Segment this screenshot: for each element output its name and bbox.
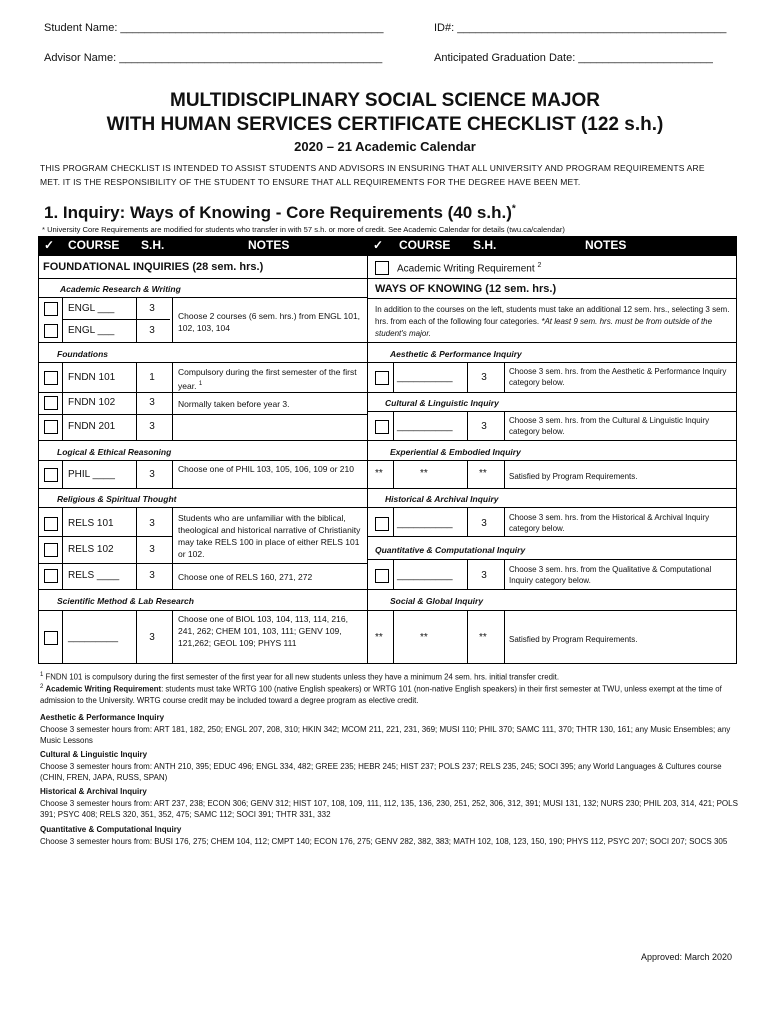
col-course: COURSE xyxy=(399,238,451,252)
foundations-heading: Foundations xyxy=(57,349,108,359)
fndn102-checkbox[interactable] xyxy=(44,396,58,410)
engl1-sh: 3 xyxy=(149,303,155,314)
fndn101-note: Compulsory during the first semester of the first year. $^1$ xyxy=(178,367,357,391)
experiential-stars: ** xyxy=(375,468,383,479)
rels-note: Students who are unfamiliar with the biblical, theological and historical narrative of Christianity may take RELS 100 in place of either RELS 101 or 102. xyxy=(178,513,361,559)
cultural-note: Choose 3 sem. hrs. from the Cultural & Linguistic Inquiry category below. xyxy=(509,416,710,436)
rels-course[interactable]: RELS ____ xyxy=(68,570,120,581)
historical-heading: Historical & Archival Inquiry xyxy=(385,494,499,504)
fndn102-note: Normally taken before year 3. xyxy=(178,399,290,409)
rels102-sh: 3 xyxy=(149,544,155,555)
sci-checkbox[interactable] xyxy=(44,631,58,645)
quantitative-sh: 3 xyxy=(481,570,487,581)
historical-note: Choose 3 sem. hrs. from the Historical & Archival Inquiry category below. xyxy=(509,513,710,533)
awr-checkbox[interactable] xyxy=(375,261,389,275)
rels-note2: Choose one of RELS 160, 271, 272 xyxy=(178,572,313,582)
academic-calendar: 2020 – 21 Academic Calendar xyxy=(294,139,476,154)
logical-heading: Logical & Ethical Reasoning xyxy=(57,447,172,457)
col-notes: NOTES xyxy=(248,238,290,252)
category-cultural: Cultural & Linguistic Inquiry Choose 3 semester hours from: ANTH 210, 395; EDUC 496; ENGL 334, 482; GREE 235; HEBR 245; HIST 237; POLS 237; RELS 235, 245; SOCI 395; any World Languages & Cultures course (CHIN, FREN, JAPA, RUSS, SPAN) xyxy=(40,750,722,782)
section-note: * University Core Requirements are modified for students who transfer in with 57 s.h. or more of credit. See Academic Calendar for details (twu.ca/calendar) xyxy=(42,225,565,234)
fndn101-course: FNDN 101 xyxy=(68,372,116,383)
sci-note: Choose one of BIOL 103, 104, 113, 114, 216, 241, 262; CHEM 101, 103, 111; GENV 109, 121,262; GEOL 109; PHYS 111 xyxy=(178,614,348,648)
id-field[interactable]: ID#: ____________________________________________ xyxy=(434,22,727,34)
quantitative-heading: Quantitative & Computational Inquiry xyxy=(375,545,526,555)
fndn101-checkbox[interactable] xyxy=(44,371,58,385)
fndn201-course: FNDN 201 xyxy=(68,421,116,432)
page-title-line1: MULTIDISCIPLINARY SOCIAL SCIENCE MAJOR xyxy=(170,90,600,111)
graduation-date-field[interactable]: Anticipated Graduation Date: ______________________ xyxy=(434,52,713,64)
engl2-course[interactable]: ENGL ___ xyxy=(68,325,115,336)
engl1-checkbox[interactable] xyxy=(44,302,58,316)
engl2-sh: 3 xyxy=(149,325,155,336)
engl-note: Choose 2 courses (6 sem. hrs.) from ENGL 101, 102, 103, 104 xyxy=(178,311,361,333)
section-title: 1. Inquiry: Ways of Knowing - Core Requirements (40 s.h.)* xyxy=(44,203,516,222)
experiential-heading: Experiential & Embodied Inquiry xyxy=(390,447,521,457)
fndn101-sh: 1 xyxy=(149,372,155,383)
phil-note: Choose one of PHIL 103, 105, 106, 109 or 210 xyxy=(178,464,354,474)
wok-note: In addition to the courses on the left, students must take an additional 12 sem. hrs., selecting 3 sem. hrs. from each of the following four categories. *At least 9 sem. hrs. must be from outside of the student's major. xyxy=(375,305,730,338)
rels-sh: 3 xyxy=(149,570,155,581)
phil-sh: 3 xyxy=(149,469,155,480)
category-quantitative: Quantitative & Computational Inquiry Choose 3 semester hours from: BUSI 176, 275; CHEM 104, 112; CMPT 140; ECON 176, 275; GENV 282, 382, 383; MATH 102, 108, 123, 150, 190; PHYS 112, PSYC 207; SOCI 207; SOCS 305 xyxy=(40,825,728,846)
footnote-2: $^2$ Academic Writing Requirement: students must take WRTG 100 (native English speakers) or WRTG 101 (non-native English speakers) in their first semester at TWU, unless exempt at the time of admission to the University. WRTG course credit may be included toward a degree program as elective credit. xyxy=(40,684,722,705)
social-heading: Social & Global Inquiry xyxy=(390,596,484,606)
historical-course[interactable]: __________ xyxy=(397,518,453,529)
historical-sh: 3 xyxy=(481,518,487,529)
religious-heading: Religious & Spiritual Thought xyxy=(57,494,177,504)
fndn201-checkbox[interactable] xyxy=(44,420,58,434)
social-stars: ** xyxy=(375,632,383,643)
cultural-course[interactable]: __________ xyxy=(397,421,453,432)
experiential-note: Satisfied by Program Requirements. xyxy=(509,472,638,481)
quantitative-checkbox[interactable] xyxy=(375,569,389,583)
aesthetic-course[interactable]: __________ xyxy=(397,372,453,383)
cultural-checkbox[interactable] xyxy=(375,420,389,434)
experiential-stars-sh: ** xyxy=(479,468,487,479)
approved-date: Approved: March 2020 xyxy=(640,952,732,962)
aesthetic-note: Choose 3 sem. hrs. from the Aesthetic & Performance Inquiry category below. xyxy=(509,367,727,387)
ars-heading: Academic Research & Writing xyxy=(60,284,181,294)
social-stars-sh: ** xyxy=(479,632,487,643)
experiential-stars-course: ** xyxy=(420,468,428,479)
page-title-line2: WITH HUMAN SERVICES CERTIFICATE CHECKLIST (122 s.h.) xyxy=(106,114,664,135)
scientific-heading: Scientific Method & Lab Research xyxy=(57,596,194,606)
rels-checkbox[interactable] xyxy=(44,569,58,583)
quantitative-note: Choose 3 sem. hrs. from the Qualitative & Computational Inquiry category below. xyxy=(509,565,712,585)
footnote-1: $^1$ FNDN 101 is compulsory during the first semester of the first year for all new students unless they have a minimum 24 sem. hrs. initial transfer credit. xyxy=(40,672,560,682)
social-stars-course: ** xyxy=(420,632,428,643)
advisor-name-field[interactable]: Advisor Name: ___________________________________________ xyxy=(44,52,383,64)
col-sh: S.H. xyxy=(473,238,497,252)
cultural-heading: Cultural & Linguistic Inquiry xyxy=(385,398,499,408)
student-name-field[interactable]: Student Name: ___________________________________________ xyxy=(44,22,384,34)
engl2-checkbox[interactable] xyxy=(44,324,58,338)
sci-course[interactable]: _________ xyxy=(68,632,119,643)
intro-line2: MET. IT IS THE RESPONSIBILITY OF THE STUDENT TO ENSURE THAT ALL REQUIREMENTS FOR THE DEGREE HAVE BEEN MET. xyxy=(40,177,581,187)
rels101-checkbox[interactable] xyxy=(44,517,58,531)
foundational-heading: FOUNDATIONAL INQUIRIES (28 sem. hrs.) xyxy=(43,261,264,273)
check-icon: ✓ xyxy=(44,238,55,252)
col-sh: S.H. xyxy=(141,238,165,252)
fndn201-sh: 3 xyxy=(149,421,155,432)
col-notes: NOTES xyxy=(585,238,627,252)
category-historical: Historical & Archival Inquiry Choose 3 semester hours from: ART 237, 238; ECON 306; GENV 312; HIST 107, 108, 109, 111, 112, 135, 136, 230, 251, 252, 306, 312, 391; MUSI 131, 132; NURS 230; PHIL 203, 314, 421; POLS 391; PSYC 408; RELS 320, 351, 352, 475; SAMC 112; SOCI 391; THTR 331, 332 xyxy=(40,787,738,819)
fndn102-course: FNDN 102 xyxy=(68,397,116,408)
historical-checkbox[interactable] xyxy=(375,517,389,531)
engl1-course[interactable]: ENGL ___ xyxy=(68,303,115,314)
cultural-sh: 3 xyxy=(481,421,487,432)
phil-checkbox[interactable] xyxy=(44,468,58,482)
rels102-checkbox[interactable] xyxy=(44,543,58,557)
aesthetic-sh: 3 xyxy=(481,372,487,383)
sci-sh: 3 xyxy=(149,632,155,643)
fndn102-sh: 3 xyxy=(149,397,155,408)
rels101-sh: 3 xyxy=(149,518,155,529)
category-aesthetic: Aesthetic & Performance Inquiry Choose 3 semester hours from: ART 181, 182, 250; ENGL 207, 208, 310; HKIN 342; MCOM 211, 221, 231, 369; MUSI 110; PHIL 370; SAMC 111, 370; THTR 130, 161; any Music Ensembles; any Music Lessons xyxy=(40,713,731,745)
phil-course[interactable]: PHIL ____ xyxy=(68,469,115,480)
rels101-course: RELS 101 xyxy=(68,518,114,529)
intro-line1: THIS PROGRAM CHECKLIST IS INTENDED TO ASSIST STUDENTS AND ADVISORS IN ENSURING THAT ALL UNIVERSITY AND PROGRAM REQUIREMENTS ARE xyxy=(40,163,705,173)
social-note: Satisfied by Program Requirements. xyxy=(509,635,638,644)
awr-label: Academic Writing Requirement $^2$ xyxy=(397,262,542,275)
aesthetic-heading: Aesthetic & Performance Inquiry xyxy=(390,349,522,359)
aesthetic-checkbox[interactable] xyxy=(375,371,389,385)
col-course: COURSE xyxy=(68,238,120,252)
table-header xyxy=(38,236,737,255)
check-icon: ✓ xyxy=(373,238,384,252)
quantitative-course[interactable]: __________ xyxy=(397,570,453,581)
rels102-course: RELS 102 xyxy=(68,544,114,555)
wok-heading: WAYS OF KNOWING (12 sem. hrs.) xyxy=(375,283,557,295)
